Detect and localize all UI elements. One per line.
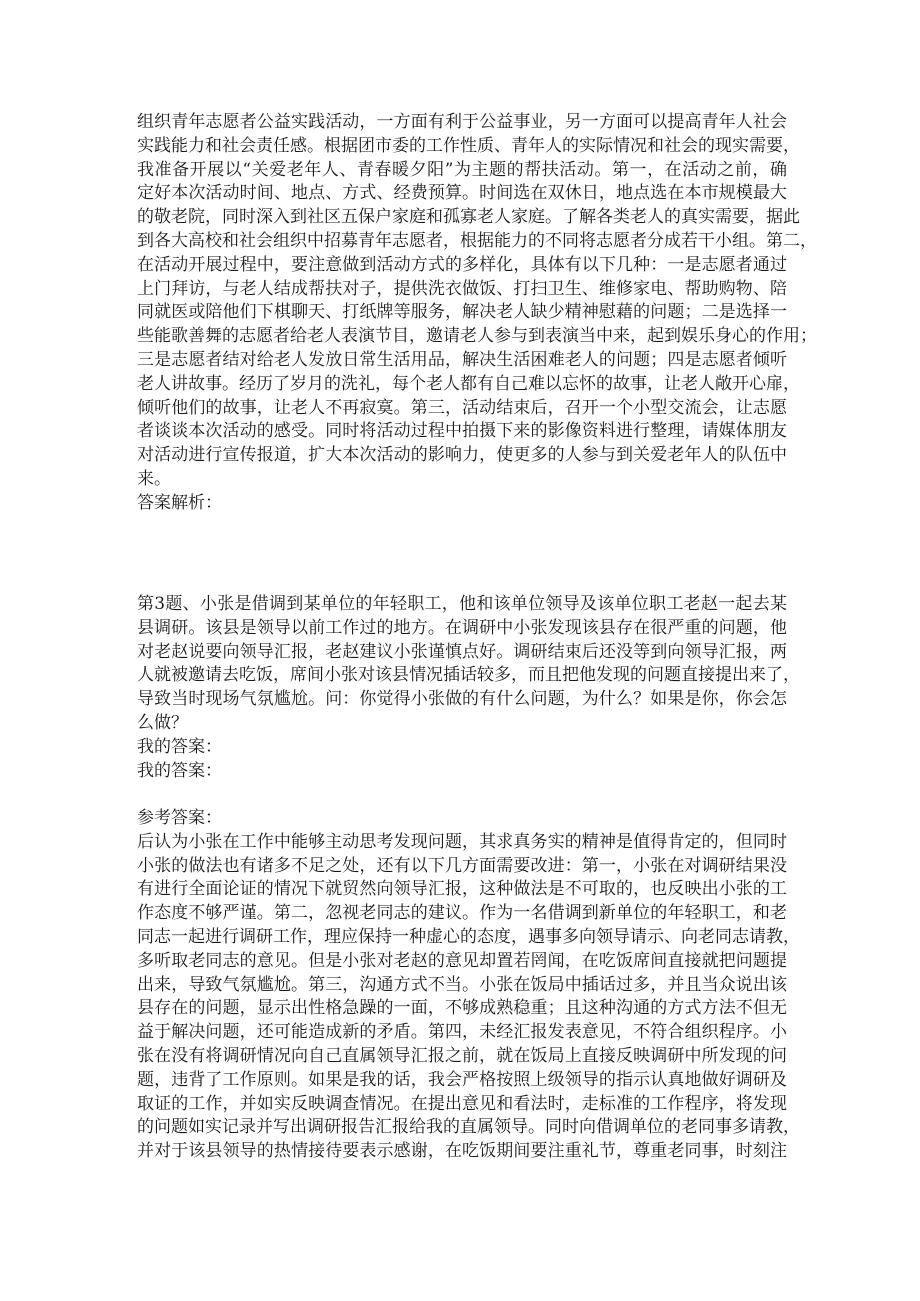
question-line: 对老赵说要向领导汇报，老赵建议小张谨慎点好。调研结束后还没等到向领导汇报，两 [137,641,787,662]
paragraph-line: 我准备开展以“关爱老年人、青春暖夕阳”为主题的帮扶活动。第一，在活动之前，确 [137,159,787,180]
my-answer-label: 我的答案： [137,760,222,781]
question-line: 导致当时现场气氛尴尬。问：你觉得小张做的有什么问题，为什么？如果是你，你会怎 [137,689,787,710]
question-line: 县调研。该县是领导以前工作过的地方。在调研中小张发现该县存在很严重的问题，他 [137,617,787,638]
reference-line: 出来，导致气氛尴尬。第三，沟通方式不当。小张在饭局中插话过多，并且当众说出该 [137,974,787,995]
reference-line: 作态度不够严谨。第二，忽视老同志的建议。作为一名借调到新单位的年轻职工，和老 [137,903,787,924]
paragraph-line: 上门拜访，与老人结成帮扶对子，提供洗衣做饭、打扫卫生、维修家电、帮助购物、陪 [137,278,787,299]
reference-line: 并对于该县领导的热情接待要表示感谢，在吃饭期间要注重礼节，尊重老同事，时刻注 [137,1141,787,1162]
reference-line: 的问题如实记录并写出调研报告汇报给我的直属领导。同时向借调单位的老同事多请教， [137,1117,800,1138]
paragraph-line: 实践能力和社会责任感。根据团市委的工作性质、青年人的实际情况和社会的现实需要， [137,135,800,156]
question-3 [137,593,800,783]
question-line: 第3题、小张是借调到某单位的年轻职工，他和该单位领导及该单位职工老赵一起去某 [137,594,787,614]
question-line: 人就被邀请去吃饭，席间小张对该县情况插话较多，而且把他发现的问题直接提出来了， [137,665,800,686]
paragraph-line: 老人讲故事。经历了岁月的洗礼，每个老人都有自己难以忘怀的故事，让老人敞开心扉， [137,373,800,394]
paragraph-line: 在活动开展过程中，要注意做到活动方式的多样化，具体有以下几种：一是志愿者通过 [137,254,787,275]
answer-analysis-label: 答案解析： [137,492,222,513]
reference-line: 县存在的问题，显示出性格急躁的一面，不够成熟稳重；且这种沟通的方式方法不但无 [137,998,787,1019]
paragraph-line: 的敬老院，同时深入到社区五保户家庭和孤寡老人家庭。了解各类老人的真实需要，据此 [137,207,800,228]
reference-answer-label: 参考答案： [137,808,222,828]
paragraph-line: 来。 [137,468,171,489]
reference-line: 后认为小张在工作中能够主动思考发现问题，其求真务实的精神是值得肯定的，但同时 [137,831,787,852]
reference-line: 有进行全面论证的情况下就贸然向领导汇报，这种做法是不可取的，也反映出小张的工 [137,879,787,900]
reference-line: 多听取老同志的意见。但是小张对老赵的意见却置若罔闻，在吃饭席间直接就把问题提 [137,950,787,971]
reference-answer [137,807,800,1164]
paragraph-line: 三是志愿者结对给老人发放日常生活用品，解决生活困难老人的问题；四是志愿者倾听 [137,349,787,370]
paragraph-line: 组织青年志愿者公益实践活动，一方面有利于公益事业，另一方面可以提高青年人社会 [137,112,787,132]
paragraph-line: 者谈谈本次活动的感受。同时将活动过程中拍摄下来的影像资料进行整理，请媒体朋友 [137,421,787,442]
paragraph-line: 些能歌善舞的志愿者给老人表演节目，邀请老人参与到表演当中来，起到娱乐身心的作用； [137,326,817,347]
reference-line: 取证的工作，并如实反映调查情况。在提出意见和看法时，走标准的工作程序，将发现 [137,1093,787,1114]
reference-line: 小张的做法也有诸多不足之处，还有以下几方面需要改进：第一，小张在对调研结果没 [137,855,787,876]
paragraph-line: 到各大高校和社会组织中招募青年志愿者，根据能力的不同将志愿者分成若干小组。第二， [137,230,817,251]
question-line: 么做？ [137,712,188,733]
section-volunteer-answer [137,111,817,516]
reference-line: 题，违背了工作原则。如果是我的话，我会严格按照上级领导的指示认真地做好调研及 [137,1069,787,1090]
paragraph-line: 定好本次活动时间、地点、方式、经费预算。时间选在双休日，地点选在本市规模最大 [137,183,787,204]
my-answer-label: 我的答案： [137,736,222,757]
paragraph-line: 对活动进行宣传报道，扩大本次活动的影响力，使更多的人参与到关爱老年人的队伍中 [137,445,787,466]
paragraph-line: 倾听他们的故事，让老人不再寂寞。第三，活动结束后，召开一个小型交流会，让志愿 [137,397,787,418]
reference-line: 同志一起进行调研工作，理应保持一种虚心的态度，遇事多向领导请示、向老同志请教， [137,926,800,947]
paragraph-line: 同就医或陪他们下棋聊天、打纸牌等服务，解决老人缺少精神慰藉的问题；二是选择一 [137,302,787,323]
reference-line: 益于解决问题，还可能造成新的矛盾。第四，未经汇报发表意见，不符合组织程序。小 [137,1022,787,1043]
reference-line: 张在没有将调研情况向自己直属领导汇报之前，就在饭局上直接反映调研中所发现的问 [137,1045,787,1066]
